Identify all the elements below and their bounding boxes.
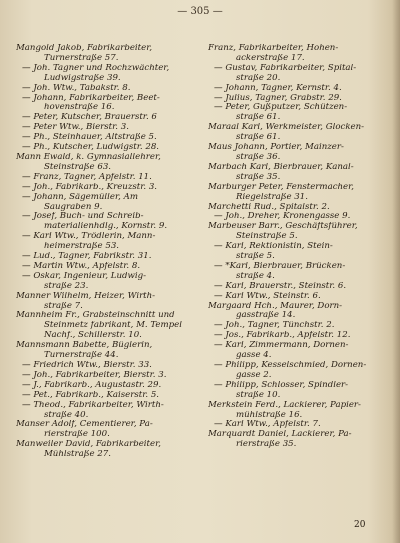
entry-line: Steinstraße 5. — [236, 232, 298, 242]
entry-line: straße 5. — [236, 252, 275, 262]
entry-line: straße 23. — [44, 281, 89, 291]
entry-line: — Ph., Kutscher, Ludwigstr. 28. — [22, 143, 160, 153]
page-number: — 305 — — [177, 6, 223, 17]
entry-line: straße 20. — [236, 73, 281, 83]
entry-line: — Franz, Tagner, Apfelstr. 11. — [22, 172, 152, 182]
right-column — [208, 44, 376, 450]
entry-line: — Julius, Tagner, Grabstr. 29. — [214, 93, 342, 103]
entry-line: — Joh., Fabrikarbeiter, Bierstr. 3. — [22, 370, 167, 380]
entry-line: — Karl, Rektionistin, Stein- — [214, 242, 333, 252]
left-column — [16, 44, 190, 460]
entry-line: — *Karl, Bierbrauer, Brücken- — [214, 261, 346, 271]
entry-line: Franz, Fabrikarbeiter, Hohen- — [208, 44, 339, 53]
entry-line: rierstraße 35. — [236, 440, 297, 450]
entry-line: — Johann, Fabrikarbeiter, Beet- — [22, 93, 160, 103]
entry-line: — Peter Wtw., Bierstr. 3. — [22, 123, 129, 133]
entry-line: Riegelstraße 31. — [236, 192, 308, 202]
entry-line: straße 4. — [236, 271, 275, 281]
entry-line: — Karl, Zimmermann, Dornen- — [214, 341, 349, 351]
entry-line: — Peter, Gußputzer, Schützen- — [214, 103, 348, 113]
entry-line: Marquardt Daniel, Lackierer, Pa- — [208, 430, 352, 440]
entry-line: straße 61. — [236, 113, 281, 123]
entry-line: — Lud., Tagner, Fabrikstr. 31. — [22, 252, 152, 262]
entry-line: — J., Fabrikarb., Augustastr. 29. — [22, 380, 162, 390]
entry-line: — Karl Wtw., Apfelstr. 7. — [214, 420, 321, 430]
entry-line: Nachf., Schillerstr. 10. — [44, 331, 142, 341]
entry-line: gasstraße 14. — [236, 311, 296, 321]
entry-line: straße 61. — [236, 133, 281, 143]
entry-line: Marbeuser Barr., Geschäftsführer, — [208, 222, 358, 232]
entry-line: — Gustav, Fabrikarbeiter, Spital- — [214, 63, 357, 73]
entry-line: gasse 2. — [236, 370, 272, 380]
entry-line: mühlstraße 16. — [236, 410, 303, 420]
entry-line: ackerstraße 17. — [236, 53, 305, 63]
entry-line: — Johann, Sägemüller, Am — [22, 192, 138, 202]
entry-line: — Ph., Steinhauer, Altstraße 5. — [22, 133, 157, 143]
entry-line: — Peter, Kutscher, Brauerstr. 6 — [22, 113, 157, 123]
entry-line: heimerstraße 53. — [44, 242, 120, 252]
entry-line: Ludwigstraße 39. — [44, 73, 121, 83]
entry-line: — Joh., Dreher, Kronengasse 9. — [214, 212, 351, 222]
entry-line: Steinmetz fabrikant, M. Tempel — [44, 321, 182, 331]
entry-line: Manser Adolf, Cementierer, Pa- — [16, 420, 153, 430]
entry-line: straße 10. — [236, 390, 281, 400]
entry-line: Manweiler David, Fabrikarbeiter, — [16, 440, 161, 450]
entry-line: — Philipp, Schlosser, Spindler- — [214, 380, 349, 390]
entry-line: — Jos., Fabrikarb., Apfelstr. 12. — [214, 331, 351, 341]
entry-line: Mühlstraße 27. — [44, 450, 111, 460]
entry-line: Manner Wilhelm, Heizer, Wirth- — [16, 291, 156, 301]
entry-line: — Philipp, Kesselschmied, Dornen- — [214, 361, 367, 370]
entry-line: — Karl Wtw., Steinstr. 6. — [214, 291, 321, 301]
entry-line: Mangold Jakob, Fabrikarbeiter, — [16, 44, 153, 53]
signature-mark: 20 — [354, 520, 366, 530]
entry-line: rierstraße 100. — [44, 430, 110, 440]
entry-line: — Joh. Wtw., Tabakstr. 8. — [22, 83, 131, 93]
entry-line: Marbach Karl, Bierbrauer, Kanal- — [208, 162, 354, 172]
entry-line: Margaard Hch., Maurer, Dorn- — [208, 301, 343, 311]
entry-line: straße 7. — [44, 301, 83, 311]
entry-line: Steinstraße 63. — [44, 162, 112, 172]
entry-line: straße 40. — [44, 410, 89, 420]
entry-line: hovenstraße 16. — [44, 103, 115, 113]
entry-line: — Karl, Brauerstr., Steinstr. 6. — [214, 281, 347, 291]
entry-line: materialienhdlg., Kornstr. 9. — [44, 222, 168, 232]
entry-line: gasse 4. — [236, 351, 272, 361]
entry-line: Turnerstraße 57. — [44, 53, 119, 63]
entry-line: — Joh., Tagner, Tünchstr. 2. — [214, 321, 335, 331]
entry-line: Merkstein Ferd., Lackierer, Papier- — [208, 400, 361, 410]
entry-line: Maus Johann, Portier, Mainzer- — [208, 143, 344, 153]
entry-line: Turnerstraße 44. — [44, 351, 119, 361]
entry-line: Marburger Peter, Fenstermacher, — [208, 182, 355, 192]
entry-line: Mannsmann Babette, Büglerin, — [16, 341, 153, 351]
entry-line: — Karl Wtw., Trödlerin, Mann- — [22, 232, 156, 242]
entry-line: — Martin Wtw., Apfelstr. 8. — [22, 261, 141, 271]
entry-line: — Josef, Buch- und Schreib- — [22, 212, 144, 222]
entry-line: — Johann, Tagner, Kernstr. 4. — [214, 83, 342, 93]
entry-line: Marchetti Rud., Spitalstr. 2. — [208, 202, 330, 212]
page-edge-shadow — [392, 0, 400, 543]
entry-line: Maraal Karl, Werkmeister, Glocken- — [208, 123, 365, 133]
entry-line: straße 35. — [236, 172, 281, 182]
entry-line: — Joh., Fabrikarb., Kreuzstr. 3. — [22, 182, 158, 192]
entry-line: Mann Ewald, k. Gymnasiallehrer, — [16, 152, 161, 162]
entry-line: — Theod., Fabrikarbeiter, Wirth- — [22, 400, 164, 410]
entry-line: — Friedrich Wtw., Bierstr. 33. — [22, 361, 152, 370]
entry-line: Saugraben 9. — [44, 202, 103, 212]
entry-line: — Pet., Fabrikarb., Kaiserstr. 5. — [22, 390, 160, 400]
entry-line: — Joh. Tagner und Rochzwächter, — [22, 63, 170, 73]
entry-line: straße 36. — [236, 152, 281, 162]
entry-line: — Oskar, Ingenieur, Ludwig- — [22, 271, 147, 281]
entry-line: Mannheim Fr., Grabsteinschnitt und — [16, 311, 175, 321]
